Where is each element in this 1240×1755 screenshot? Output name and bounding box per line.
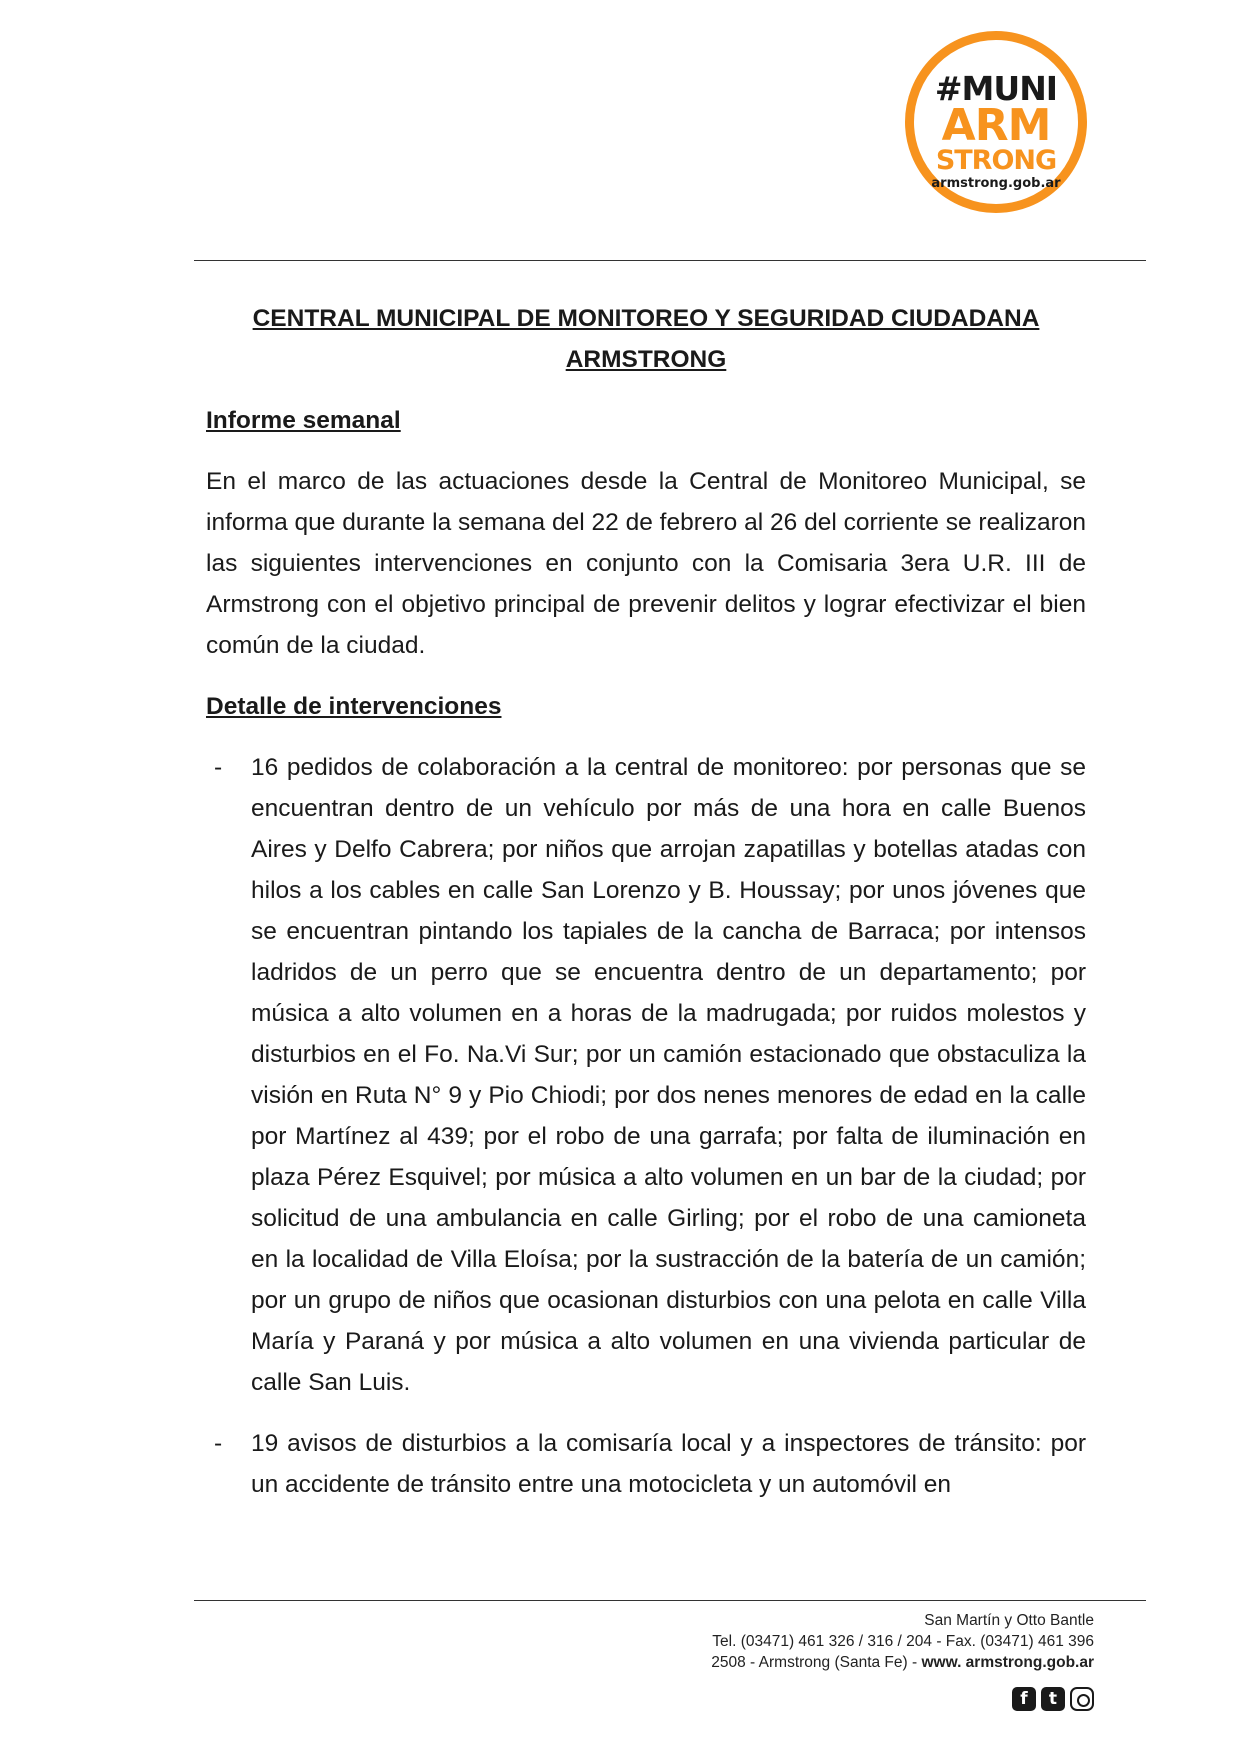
logo-line-muni: #MUNI (934, 69, 1058, 108)
intro-paragraph: En el marco de las actuaciones desde la Central de Monitoreo Municipal, se informa que durante la semana del 22 de febrero al 26 del corriente se realizaron las siguientes intervenciones en conjunto con la Comisaria 3era U.R. III de Armstrong con el objetivo principal de prevenir delitos y lograr efectivizar el bien común de la ciudad. (206, 468, 1086, 659)
list-bullet: - (214, 1430, 223, 1457)
twitter-icon[interactable]: t (1041, 1687, 1065, 1711)
document-title-line1: CENTRAL MUNICIPAL DE MONITOREO Y SEGURIDAD CIUDADANA (252, 305, 1040, 332)
interventions-list (206, 747, 1086, 1505)
footer-contact (711, 1610, 1094, 1673)
list-item (206, 1423, 1086, 1505)
instagram-icon[interactable] (1070, 1687, 1094, 1711)
list-item-text: 16 pedidos de colaboración a la central de monitoreo: por personas que se encuentran dentro de un vehículo por más de una hora en calle Buenos Aires y Delfo Cabrera; por niños que arrojan zapatillas y botellas atadas con hilos a los cables en calle San Lorenzo y B. Houssay; por unos jóvenes que se encuentran pintando los tapiales de la cancha de Barraca; por intensos ladridos de un perro que se encuentra dentro de un departamento; por música a alto volumen en a horas de la madrugada; por ruidos molestos y disturbios en el Fo. Na.Vi Sur; por un camión estacionado que obstaculiza la visión en Ruta N° 9 y Pio Chiodi; por dos nenes menores de edad en la calle por Martínez al 439; por el robo de una garrafa; por falta de iluminación en plaza Pérez Esquivel; por música a alto volumen en un bar de la ciudad; por solicitud de una ambulancia en calle Girling; por el robo de una camioneta en la localidad de Villa Eloísa; por la sustracción de la batería de un camión; por un grupo de niños que ocasionan disturbios con una pelota en calle Villa María y Paraná y por música a alto volumen en una vivienda particular de calle San Luis. (251, 754, 1086, 1396)
footer-phones: Tel. (03471) 461 326 / 316 / 204 - Fax. (03471) 461 396 (712, 1633, 1094, 1650)
list-item (206, 747, 1086, 1403)
municipality-logo (905, 31, 1087, 213)
list-bullet: - (214, 754, 223, 781)
section-heading-informe: Informe semanal (206, 407, 401, 434)
document-body (206, 298, 1086, 1525)
facebook-icon[interactable]: f (1012, 1687, 1036, 1711)
header-divider (194, 260, 1146, 261)
footer-address: San Martín y Otto Bantle (924, 1612, 1094, 1629)
logo-line-strong: STRONG (935, 145, 1057, 176)
document-title-line2: ARMSTRONG (565, 346, 727, 373)
footer-city-line (711, 1652, 1094, 1673)
logo-line-arm: ARM (941, 100, 1051, 151)
section-heading-detalle: Detalle de intervenciones (206, 693, 502, 720)
social-icons (1012, 1687, 1094, 1711)
footer-website[interactable]: www. armstrong.gob.ar (921, 1654, 1094, 1671)
footer-city: 2508 - Armstrong (Santa Fe) - (711, 1654, 922, 1671)
logo-line-url: armstrong.gob.ar (931, 176, 1061, 191)
list-item-text: 19 avisos de disturbios a la comisaría local y a inspectores de tránsito: por un accidente de tránsito entre una motocicleta y un automóvil en (251, 1430, 1086, 1498)
footer-divider (194, 1600, 1146, 1601)
